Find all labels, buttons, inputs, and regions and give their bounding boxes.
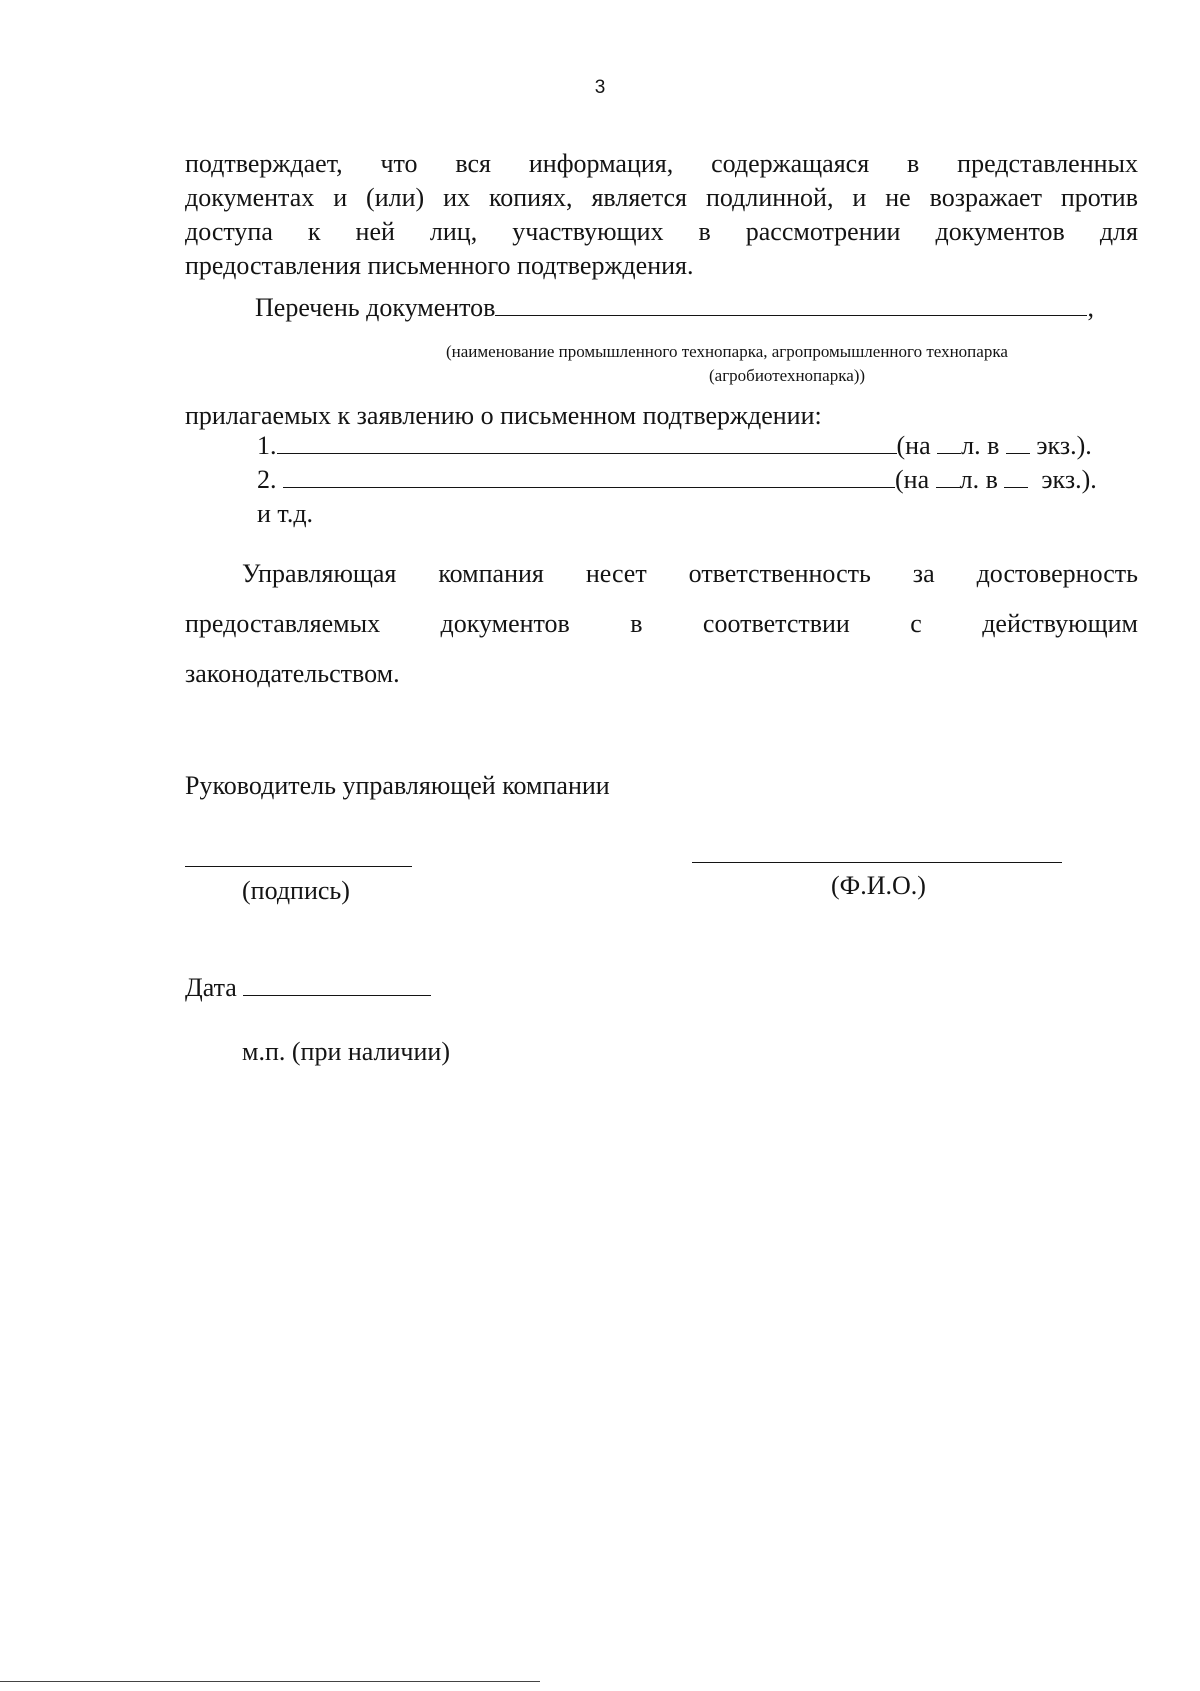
documents-list-comma: , <box>1087 293 1094 322</box>
seal-note: м.п. (при наличии) <box>242 1037 450 1066</box>
head-title: Руководитель управляющей компании <box>185 771 610 800</box>
responsibility-line: Управляющая компания несет ответственность за достоверность <box>242 559 1138 588</box>
page-number: 3 <box>594 77 606 98</box>
name-caption: (Ф.И.О.) <box>831 871 926 900</box>
document-name-field <box>283 486 895 488</box>
field-caption: (агробиотехнопарка)) <box>709 366 866 385</box>
date-label: Дата <box>185 973 237 1002</box>
list-item-copies: экз.). <box>1036 431 1092 460</box>
etc-text: и т.д. <box>257 499 314 528</box>
document-name-field <box>277 452 897 454</box>
list-item-sheets: л. в <box>959 465 998 494</box>
list-item-number: 1. <box>257 431 277 460</box>
responsibility-line: законодательством. <box>185 659 400 688</box>
documents-list-intro <box>255 290 1094 326</box>
list-item <box>257 428 1092 464</box>
responsibility-line: предоставляемых документов в соответствии с действующим <box>185 609 1138 638</box>
field-caption: (наименование промышленного технопарка, агропромышленного технопарка <box>446 342 1008 361</box>
signature-line <box>185 866 412 867</box>
date-row <box>185 970 431 1006</box>
list-item-open: (на <box>895 465 930 494</box>
attached-to-text: прилагаемых к заявлению о письменном подтверждении: <box>185 401 822 430</box>
paragraph-line: документах и (или) их копиях, является подлинной, и не возражает против <box>185 183 1138 212</box>
signature-caption: (подпись) <box>242 876 350 905</box>
paragraph-line: предоставления письменного подтверждения. <box>185 251 694 280</box>
list-item-copies: экз.). <box>1041 465 1097 494</box>
date-field <box>243 994 431 996</box>
list-item-open: (на <box>896 431 931 460</box>
documents-list-label: Перечень документов <box>255 293 496 322</box>
copies-count-field <box>1004 486 1028 488</box>
park-name-field <box>495 314 1087 316</box>
sheets-count-field <box>936 486 960 488</box>
footer-rule <box>0 1681 540 1682</box>
list-item-number: 2. <box>257 465 277 494</box>
paragraph-line: доступа к ней лиц, участвующих в рассмотрении документов для <box>185 217 1138 246</box>
list-item <box>257 462 1097 498</box>
list-item-sheets: л. в <box>961 431 1000 460</box>
name-line <box>692 862 1062 863</box>
sheets-count-field <box>937 452 961 454</box>
paragraph-line: подтверждает, что вся информация, содержащаяся в представленных <box>185 149 1138 178</box>
copies-count-field <box>1006 452 1030 454</box>
